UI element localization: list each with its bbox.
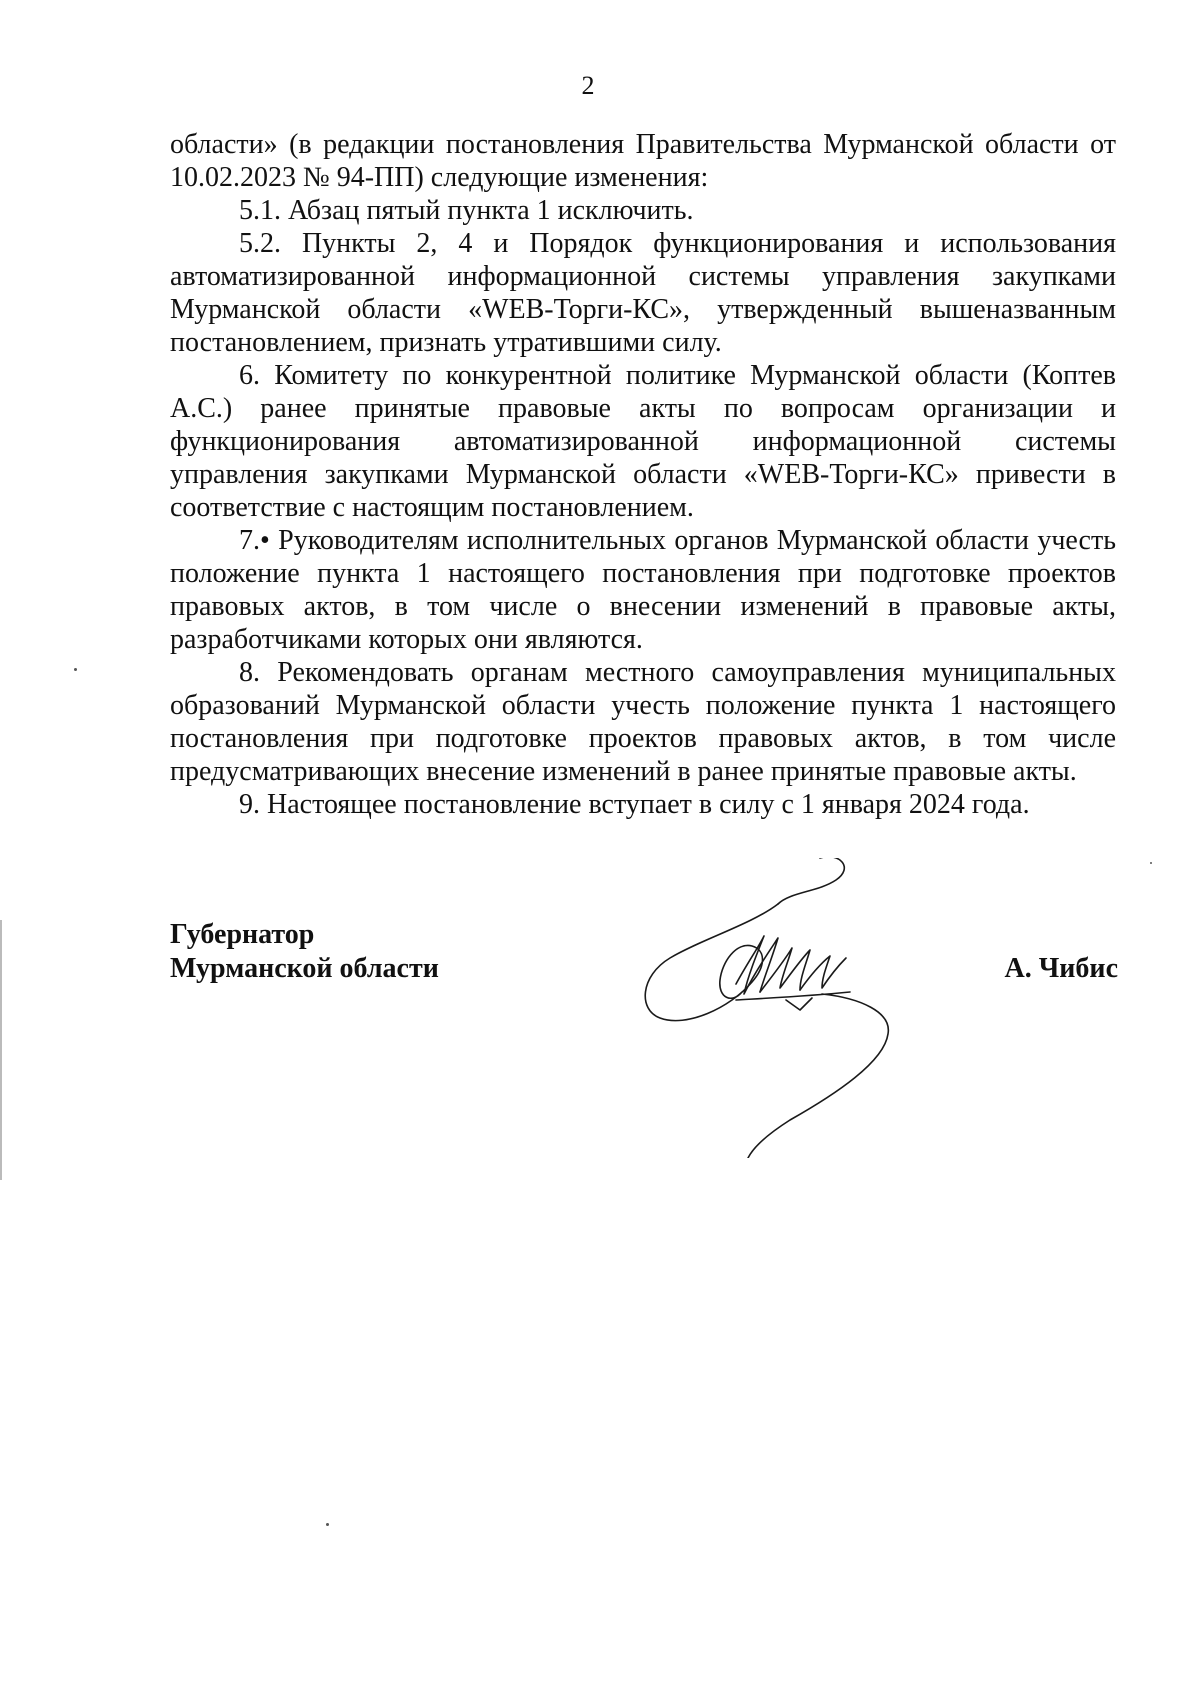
signatory-position-line1: Губернатор (170, 919, 315, 950)
scan-edge-mark (0, 920, 2, 1180)
signatory-position-line2: Мурманской области (170, 953, 439, 984)
signatory-position (170, 918, 439, 986)
paragraph-5-1: 5.1. Абзац пятый пункта 1 исключить. (239, 195, 694, 226)
paragraph-9: 9. Настоящее постановление вступает в силу с 1 января 2024 года. (239, 789, 1030, 820)
scan-speck (1150, 862, 1152, 864)
paragraph-6: 6. Комитету по конкурентной политике Мурманской области (Коптев А.С.) ранее принятые правовые акты по вопросам организации и функционирования автоматизированной информационной системы управления закупками Мурманской области «WEB-Торги-КС» привести в соответствие с настоящим постановлением. (170, 360, 1116, 523)
page-number: 2 (581, 71, 595, 100)
document-body (170, 128, 1116, 821)
scan-speck (74, 668, 77, 671)
signatory-name: А. Чибис (1004, 953, 1118, 984)
scan-speck (326, 1523, 329, 1526)
paragraph-intro-continuation: области» (в редакции постановления Правительства Мурманской области от 10.02.2023 № 94-ПП) следующие изменения: (170, 129, 1116, 193)
paragraph-8: 8. Рекомендовать органам местного самоуправления муниципальных образований Мурманской области учесть положение пункта 1 настоящего постановления при подготовке проектов правовых актов, в том числе предусматривающих внесение изменений в ранее принятые правовые акты. (170, 657, 1116, 787)
paragraph-5-2: 5.2. Пункты 2, 4 и Порядок функционирования и использования автоматизированной информационной системы управления закупками Мурманской области «WEB-Торги-КС», утвержденный вышеназванным постановлением, признать утратившими силу. (170, 228, 1116, 358)
paragraph-7: 7.• Руководителям исполнительных органов Мурманской области учесть положение пункта 1 настоящего постановления при подготовке проектов правовых актов, в том числе о внесении изменений в правовые акты, разработчиками которых они являются. (170, 525, 1116, 655)
handwritten-signature (640, 858, 960, 1158)
